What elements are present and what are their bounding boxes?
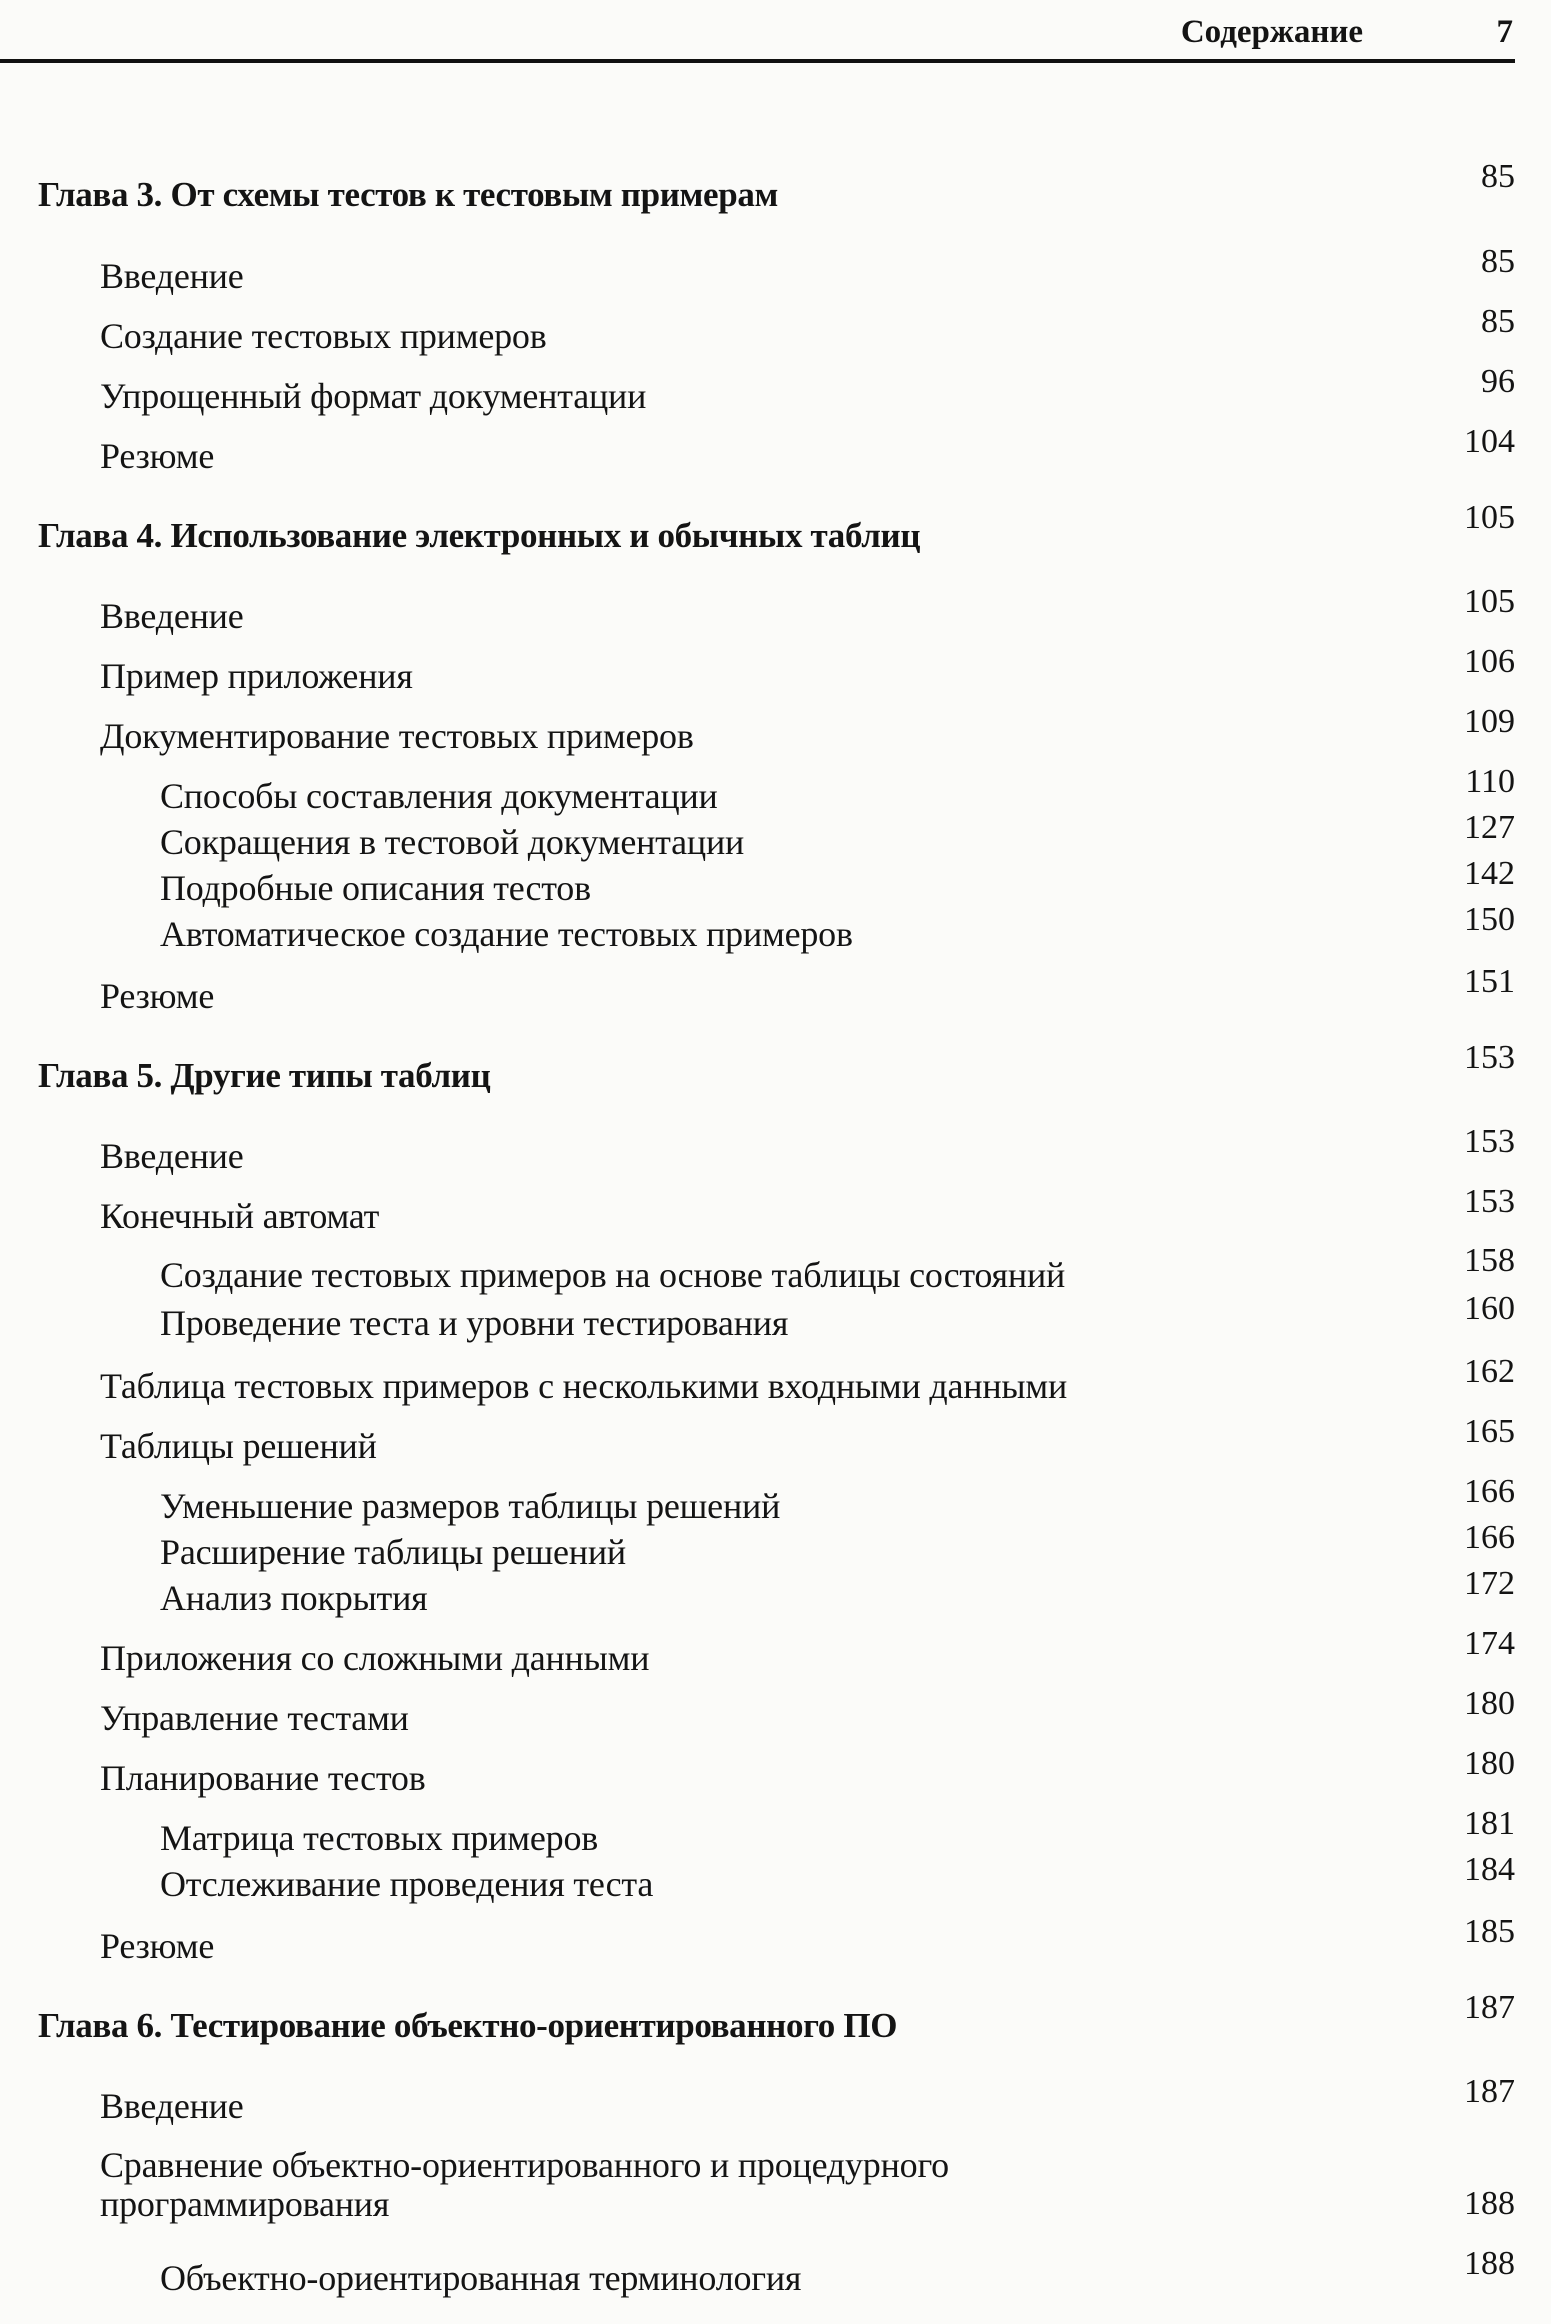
toc-section-row bbox=[0, 1353, 1515, 1414]
toc-section-title: Создание тестовых примеров bbox=[100, 316, 547, 356]
toc-section-row-multiline bbox=[0, 2146, 1515, 2224]
toc-subsection-row bbox=[0, 1805, 1515, 1866]
toc-page-number: 188 bbox=[1464, 2185, 1515, 2222]
toc-subsection-title: Сокращения в тестовой документации bbox=[160, 822, 745, 862]
toc-section-row bbox=[0, 243, 1515, 304]
toc-page-number: 85 bbox=[1481, 303, 1515, 340]
toc-section-row bbox=[0, 1625, 1515, 1686]
toc-page-number: 153 bbox=[1464, 1039, 1515, 1076]
toc-subsection-title: Анализ покрытия bbox=[160, 1578, 428, 1618]
toc-page-number: 187 bbox=[1464, 2073, 1515, 2110]
toc-subsection-row bbox=[0, 855, 1515, 916]
toc-section-row bbox=[0, 703, 1515, 764]
toc-page-number: 106 bbox=[1464, 643, 1515, 680]
toc-page-number: 158 bbox=[1464, 1242, 1515, 1279]
toc-chapter-title: Глава 6. Тестирование объектно-ориентированного ПО bbox=[38, 2006, 898, 2045]
toc-section-title: Приложения со сложными данными bbox=[100, 1638, 650, 1678]
toc-chapter-title: Глава 5. Другие типы таблиц bbox=[38, 1056, 491, 1095]
toc-page-number: 105 bbox=[1464, 499, 1515, 536]
toc-subsection-title: Расширение таблицы решений bbox=[160, 1532, 626, 1572]
toc-section-title: Упрощенный формат документации bbox=[100, 376, 647, 416]
running-header-page-number: 7 bbox=[1496, 14, 1513, 50]
header-rule bbox=[0, 59, 1515, 63]
toc-page-number: 174 bbox=[1464, 1625, 1515, 1662]
toc-section-title: Введение bbox=[100, 1136, 244, 1176]
toc-page-number: 110 bbox=[1465, 763, 1515, 800]
toc-subsection-title: Способы составления документации bbox=[160, 776, 718, 816]
toc-section-row bbox=[0, 1123, 1515, 1184]
toc-page-number: 153 bbox=[1464, 1183, 1515, 1220]
toc-page-number: 127 bbox=[1464, 809, 1515, 846]
toc-subsection-row bbox=[0, 1565, 1515, 1626]
toc-page-number: 162 bbox=[1464, 1353, 1515, 1390]
toc-section-title: Планирование тестов bbox=[100, 1758, 426, 1798]
toc-page-number: 104 bbox=[1464, 423, 1515, 460]
toc-subsection-row bbox=[0, 809, 1515, 870]
toc-section-title: Таблица тестовых примеров с несколькими входными данными bbox=[100, 1366, 1068, 1406]
toc-section-title-line-1: Сравнение объектно-ориентированного и процедурного bbox=[100, 2145, 949, 2185]
toc-page-number: 185 bbox=[1464, 1913, 1515, 1950]
toc-subsection-title: Матрица тестовых примеров bbox=[160, 1818, 599, 1858]
toc-section-row bbox=[0, 583, 1515, 644]
toc-section-row bbox=[0, 1745, 1515, 1806]
toc-section-title: Резюме bbox=[100, 1926, 215, 1966]
toc-page-number: 181 bbox=[1464, 1805, 1515, 1842]
toc-section-title: Резюме bbox=[100, 436, 215, 476]
toc-subsection-row bbox=[0, 1519, 1515, 1580]
toc-section-title: Управление тестами bbox=[100, 1698, 409, 1738]
toc-page-number: 187 bbox=[1464, 1989, 1515, 2026]
toc-section-title-line-2: программирования bbox=[100, 2183, 390, 2224]
toc-page-number: 105 bbox=[1464, 583, 1515, 620]
toc-subsection-title: Отслеживание проведения теста bbox=[160, 1864, 654, 1904]
toc-page-number: 188 bbox=[1464, 2245, 1515, 2282]
toc-section-row bbox=[0, 363, 1515, 424]
toc-subsection-row bbox=[0, 1851, 1515, 1912]
toc-subsection-row bbox=[0, 901, 1515, 962]
toc-subsection-row bbox=[0, 1473, 1515, 1534]
toc-subsection-title: Автоматическое создание тестовых примеров bbox=[160, 914, 853, 954]
toc-section-title: Введение bbox=[100, 596, 244, 636]
toc-page-number: 85 bbox=[1481, 243, 1515, 280]
toc-chapter-title: Глава 4. Использование электронных и обычных таблиц bbox=[38, 516, 921, 555]
toc-subsection-row bbox=[0, 763, 1515, 824]
toc-page-number: 150 bbox=[1464, 901, 1515, 938]
toc-page-number: 142 bbox=[1464, 855, 1515, 892]
toc-section-title: Введение bbox=[100, 256, 244, 296]
toc-subsection-row bbox=[0, 1242, 1515, 1303]
toc-chapter-5 bbox=[0, 1039, 1515, 1104]
toc-section-row bbox=[0, 643, 1515, 704]
toc-page-number: 166 bbox=[1464, 1519, 1515, 1556]
toc-page-number: 96 bbox=[1481, 363, 1515, 400]
toc-section-row bbox=[0, 1685, 1515, 1746]
toc-page-number: 160 bbox=[1464, 1290, 1515, 1327]
toc-page-number: 153 bbox=[1464, 1123, 1515, 1160]
toc-chapter-6 bbox=[0, 1989, 1515, 2054]
toc-subsection-row bbox=[0, 2245, 1515, 2306]
toc-page-number: 180 bbox=[1464, 1685, 1515, 1722]
toc-subsection-title: Создание тестовых примеров на основе таблицы состояний bbox=[160, 1255, 1066, 1295]
toc-subsection-row bbox=[0, 1290, 1515, 1351]
toc-section-title: Документирование тестовых примеров bbox=[100, 716, 694, 756]
toc-page-number: 151 bbox=[1464, 963, 1515, 1000]
toc-section-title: Конечный автомат bbox=[100, 1196, 380, 1236]
toc-section-row bbox=[0, 303, 1515, 364]
toc-page-number: 180 bbox=[1464, 1745, 1515, 1782]
toc-subsection-title: Уменьшение размеров таблицы решений bbox=[160, 1486, 781, 1526]
toc-subsection-title: Подробные описания тестов bbox=[160, 868, 591, 908]
toc-section-row bbox=[0, 1183, 1515, 1244]
running-header bbox=[813, 8, 1513, 56]
toc-section-title: Введение bbox=[100, 2086, 244, 2126]
toc-subsection-title: Объектно-ориентированная терминология bbox=[160, 2258, 802, 2298]
toc-chapter-title: Глава 3. От схемы тестов к тестовым примерам bbox=[38, 175, 778, 214]
toc-page-number: 172 bbox=[1464, 1565, 1515, 1602]
toc-page-number: 109 bbox=[1464, 703, 1515, 740]
toc-section-title: Пример приложения bbox=[100, 656, 413, 696]
running-header-title: Содержание bbox=[1180, 14, 1363, 50]
toc-chapter-3 bbox=[0, 158, 1515, 223]
toc-section-row bbox=[0, 1913, 1515, 1974]
toc-section-title: Таблицы решений bbox=[100, 1426, 377, 1466]
toc-section-title: Резюме bbox=[100, 976, 215, 1016]
toc-page-number: 184 bbox=[1464, 1851, 1515, 1888]
toc-chapter-4 bbox=[0, 499, 1515, 564]
toc-section-title-multiline bbox=[100, 2146, 949, 2224]
toc-section-row bbox=[0, 2073, 1515, 2134]
toc-page-number: 85 bbox=[1481, 158, 1515, 195]
toc-page-number: 166 bbox=[1464, 1473, 1515, 1510]
toc-section-row bbox=[0, 423, 1515, 484]
toc-section-row bbox=[0, 1413, 1515, 1474]
toc-subsection-title: Проведение теста и уровни тестирования bbox=[160, 1303, 789, 1343]
toc-section-row bbox=[0, 963, 1515, 1024]
toc-page-number: 165 bbox=[1464, 1413, 1515, 1450]
